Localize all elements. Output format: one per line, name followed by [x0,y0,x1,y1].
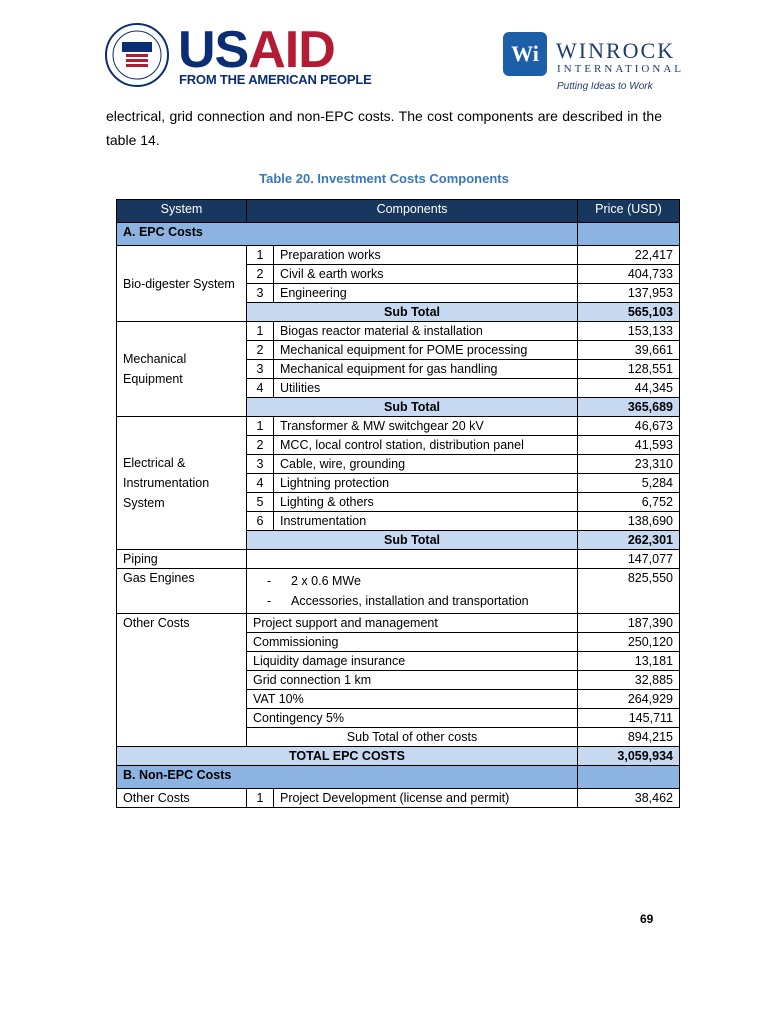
item-price: 404,733 [578,265,680,284]
table-row [117,417,680,436]
section-label-non-epc: B. Non-EPC Costs [117,766,578,789]
item-number: 1 [247,789,274,808]
item-price: 22,417 [578,246,680,265]
list-item: - Accessories, installation and transportation [271,591,571,611]
item-number: 1 [247,322,274,341]
item-price: 147,077 [578,550,680,569]
item-price: 153,133 [578,322,680,341]
item-price: 39,661 [578,341,680,360]
item-component: Mechanical equipment for gas handling [274,360,578,379]
system-cell: Piping [117,550,247,569]
item-component: Engineering [274,284,578,303]
usaid-wordmark: USAID [178,21,335,79]
item-price: 137,953 [578,284,680,303]
item-component: Contingency 5% [247,709,578,728]
table-caption: Table 20. Investment Costs Components [259,171,509,186]
table-row [117,322,680,341]
item-number: 1 [247,417,274,436]
subtotal-price: 365,689 [578,398,680,417]
winrock-name: WINROCK [556,38,676,63]
item-component: Project Development (license and permit) [274,789,578,808]
section-price-empty [578,223,680,246]
item-price: 128,551 [578,360,680,379]
item-price: 44,345 [578,379,680,398]
item-component: Lighting & others [274,493,578,512]
item-number: 2 [247,341,274,360]
total-epc-row [117,747,680,766]
item-component: Preparation works [274,246,578,265]
item-price: 825,550 [578,569,680,614]
table-header-row [117,200,680,223]
item-price: 38,462 [578,789,680,808]
item-component: Utilities [274,379,578,398]
total-epc-price: 3,059,934 [578,747,680,766]
table-row [117,550,680,569]
investment-costs-table [116,199,680,808]
section-price-empty [578,766,680,789]
section-row-epc [117,223,680,246]
subtotal-price: 262,301 [578,531,680,550]
gas-engine-items [247,569,578,614]
system-cell: Other Costs [117,614,247,747]
column-header-system: System [117,200,247,223]
item-number: 3 [247,455,274,474]
list-item: - 2 x 0.6 MWe [271,571,571,591]
item-component: Commissioning [247,633,578,652]
subtotal-label: Sub Total [247,398,578,417]
item-price: 145,711 [578,709,680,728]
subtotal-price: 565,103 [578,303,680,322]
column-header-price: Price (USD) [578,200,680,223]
item-component: Project support and management [247,614,578,633]
item-price: 138,690 [578,512,680,531]
item-number: 4 [247,474,274,493]
winrock-tagline: Putting Ideas to Work [557,81,653,92]
item-component: MCC, local control station, distribution panel [274,436,578,455]
intro-paragraph: electrical, grid connection and non-EPC costs. The cost components are described in the table 14. [106,108,662,148]
item-number: 1 [247,246,274,265]
item-component: Instrumentation [274,512,578,531]
item-number: 2 [247,436,274,455]
column-header-components: Components [247,200,578,223]
item-component: Grid connection 1 km [247,671,578,690]
page-header [0,0,768,100]
item-component: Cable, wire, grounding [274,455,578,474]
item-number: 2 [247,265,274,284]
item-component: Biogas reactor material & installation [274,322,578,341]
item-component: Liquidity damage insurance [247,652,578,671]
item-component: Civil & earth works [274,265,578,284]
item-price: 250,120 [578,633,680,652]
total-epc-label: TOTAL EPC COSTS [117,747,578,766]
system-cell: Mechanical Equipment [117,322,247,417]
subtotal-label: Sub Total [247,303,578,322]
item-component: Mechanical equipment for POME processing [274,341,578,360]
item-number: 4 [247,379,274,398]
item-number: 6 [247,512,274,531]
winrock-subtitle: INTERNATIONAL [557,63,684,75]
subtotal-price: 894,215 [578,728,680,747]
item-price: 6,752 [578,493,680,512]
table-row [117,569,680,614]
item-number: 3 [247,284,274,303]
table-row [117,789,680,808]
item-price: 32,885 [578,671,680,690]
system-cell: Other Costs [117,789,247,808]
table-row [117,614,680,633]
page-number: 69 [640,912,654,926]
section-row-non-epc [117,766,680,789]
item-price: 41,593 [578,436,680,455]
system-cell: Gas Engines [117,569,247,614]
usaid-tagline: FROM THE AMERICAN PEOPLE [179,72,372,87]
item-number: 3 [247,360,274,379]
item-price: 264,929 [578,690,680,709]
subtotal-label: Sub Total [247,531,578,550]
item-price: 5,284 [578,474,680,493]
system-cell: Electrical & Instrumentation System [117,417,247,550]
usaid-seal-logo [104,22,170,88]
item-price: 23,310 [578,455,680,474]
section-label-epc: A. EPC Costs [117,223,578,246]
item-price: 46,673 [578,417,680,436]
system-cell: Bio-digester System [117,246,247,322]
table-row [117,246,680,265]
item-component: Transformer & MW switchgear 20 kV [274,417,578,436]
subtotal-label: Sub Total of other costs [247,728,578,747]
item-component-empty [247,550,578,569]
item-price: 187,390 [578,614,680,633]
winrock-logo-mark: Wi [503,32,547,76]
item-component: Lightning protection [274,474,578,493]
item-price: 13,181 [578,652,680,671]
item-number: 5 [247,493,274,512]
item-component: VAT 10% [247,690,578,709]
